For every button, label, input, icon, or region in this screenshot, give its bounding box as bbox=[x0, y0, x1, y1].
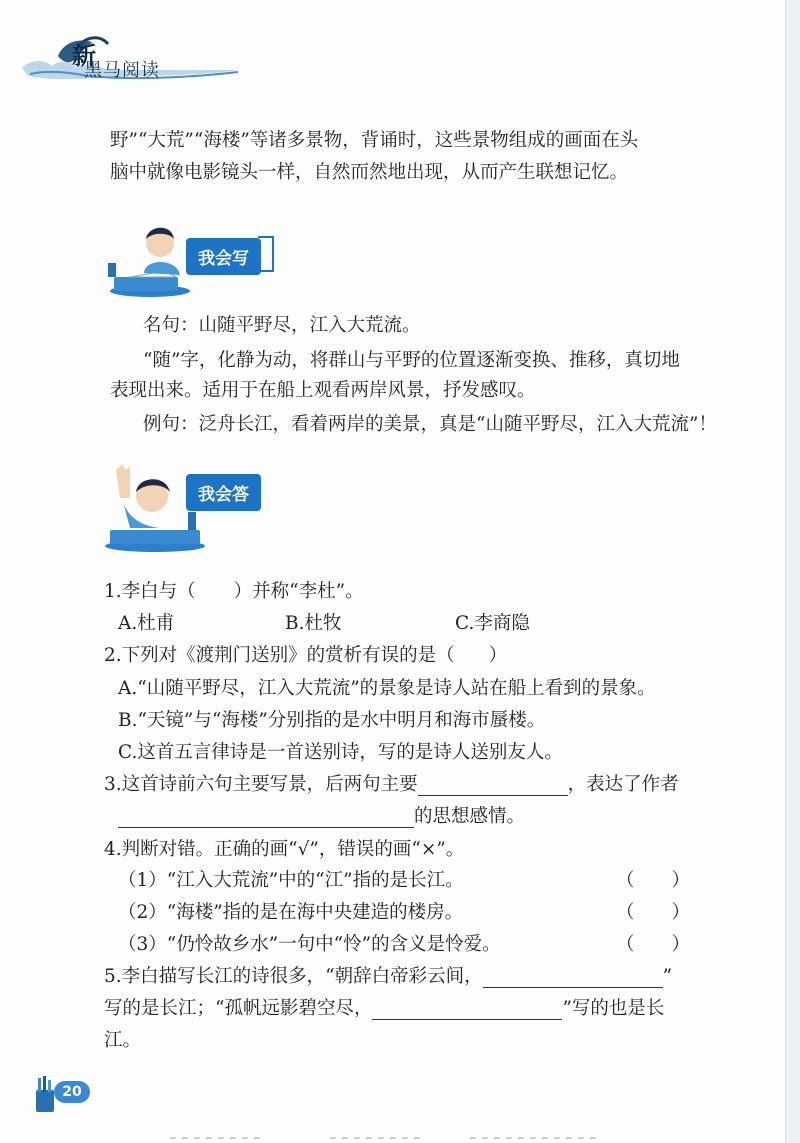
q3-line-2 bbox=[118, 806, 525, 828]
analysis-line-1: “随”字，化静为动，将群山与平野的位置逐渐变换、推移，真切地 bbox=[143, 350, 680, 371]
q5-part-3: 写的是长江；“孤帆远影碧空尽， bbox=[104, 998, 373, 1019]
section-badge-write: 我会写 bbox=[186, 238, 261, 275]
q4-item-1: （1）“江入大荒流”中的“江”指的是长江。 bbox=[118, 870, 464, 891]
q5-part-4: ”写的也是长 bbox=[562, 998, 665, 1019]
q2-option-b: B.“天镜”与“海楼”分别指的是水中明月和海市蜃楼。 bbox=[118, 710, 546, 731]
q2-option-c: C.这首五言律诗是一首送别诗，写的是诗人送别友人。 bbox=[118, 742, 563, 763]
q1-option-c: C.李商隐 bbox=[455, 613, 530, 634]
q5-part-1: 5.李白描写长江的诗很多，“朝辞白帝彩云间， bbox=[104, 966, 483, 987]
q4-item-1-paren[interactable]: （ ） bbox=[616, 870, 691, 891]
q5-line-2 bbox=[104, 998, 664, 1020]
q1-suffix: ）并称“李杜”。 bbox=[233, 581, 364, 602]
intro-line-1: 野”“大荒”“海楼”等诸多景物，背诵时，这些景物组成的画面在头 bbox=[110, 130, 639, 151]
q5-answer-blank-2[interactable] bbox=[372, 1001, 562, 1020]
analysis-line-2: 表现出来。适用于在船上观看两岸风景，抒发感叹。 bbox=[110, 380, 536, 401]
page-number: 20 bbox=[54, 1081, 90, 1103]
q1-option-a: A.杜甫 bbox=[118, 613, 175, 634]
q3-answer-blank-2[interactable] bbox=[118, 809, 414, 828]
example-sentence: 例句：泛舟长江，看着两岸的美景，真是“山随平野尽，江入大荒流”！ bbox=[143, 414, 717, 435]
q3-answer-blank-1[interactable] bbox=[418, 777, 568, 796]
q2-stem-suffix: ） bbox=[488, 645, 508, 666]
famous-line: 名句：山随平野尽，江入大荒流。 bbox=[143, 315, 421, 336]
section-badge-answer: 我会答 bbox=[186, 474, 261, 511]
badge-decoration bbox=[258, 236, 274, 272]
q4-item-2-paren[interactable]: （ ） bbox=[616, 902, 691, 923]
cut-edge bbox=[0, 1130, 800, 1143]
q5-line-1 bbox=[104, 966, 672, 988]
q4-item-3: （3）“仍怜故乡水”一句中“怜”的含义是怜爱。 bbox=[118, 934, 501, 955]
page-edge bbox=[785, 0, 800, 1143]
brand-prefix: 新 bbox=[72, 41, 96, 70]
student-writing-icon bbox=[100, 213, 190, 298]
q4-item-3-paren[interactable]: （ ） bbox=[616, 934, 691, 955]
q3-part-2: ，表达了作者 bbox=[567, 774, 679, 795]
q2-option-a: A.“山随平野尽，江入大荒流”的景象是诗人站在船上看到的景象。 bbox=[118, 678, 656, 699]
intro-line-2: 脑中就像电影镜头一样，自然而然地出现，从而产生联想记忆。 bbox=[110, 162, 629, 183]
q5-line-3: 江。 bbox=[104, 1030, 142, 1051]
q2-stem bbox=[104, 645, 507, 667]
q3-line-1 bbox=[104, 774, 679, 796]
q1-stem bbox=[104, 581, 364, 603]
q5-part-2: ” bbox=[662, 966, 673, 987]
q1-prefix: 1.李白与（ bbox=[104, 581, 196, 602]
brand-name: 黑马阅读 bbox=[84, 60, 160, 81]
q4-item-2: （2）“海楼”指的是在海中央建造的楼房。 bbox=[118, 902, 464, 923]
q1-option-b: B.杜牧 bbox=[285, 613, 342, 634]
q5-answer-blank-1[interactable] bbox=[483, 969, 663, 988]
q3-part-1: 3.这首诗前六句主要写景，后两句主要 bbox=[104, 774, 418, 795]
q3-part-3: 的思想感情。 bbox=[414, 806, 526, 827]
q4-stem: 4.判断对错。正确的画“√”，错误的画“×”。 bbox=[104, 839, 465, 860]
q2-stem-prefix: 2.下列对《渡荆门送别》的赏析有误的是（ bbox=[104, 645, 455, 666]
